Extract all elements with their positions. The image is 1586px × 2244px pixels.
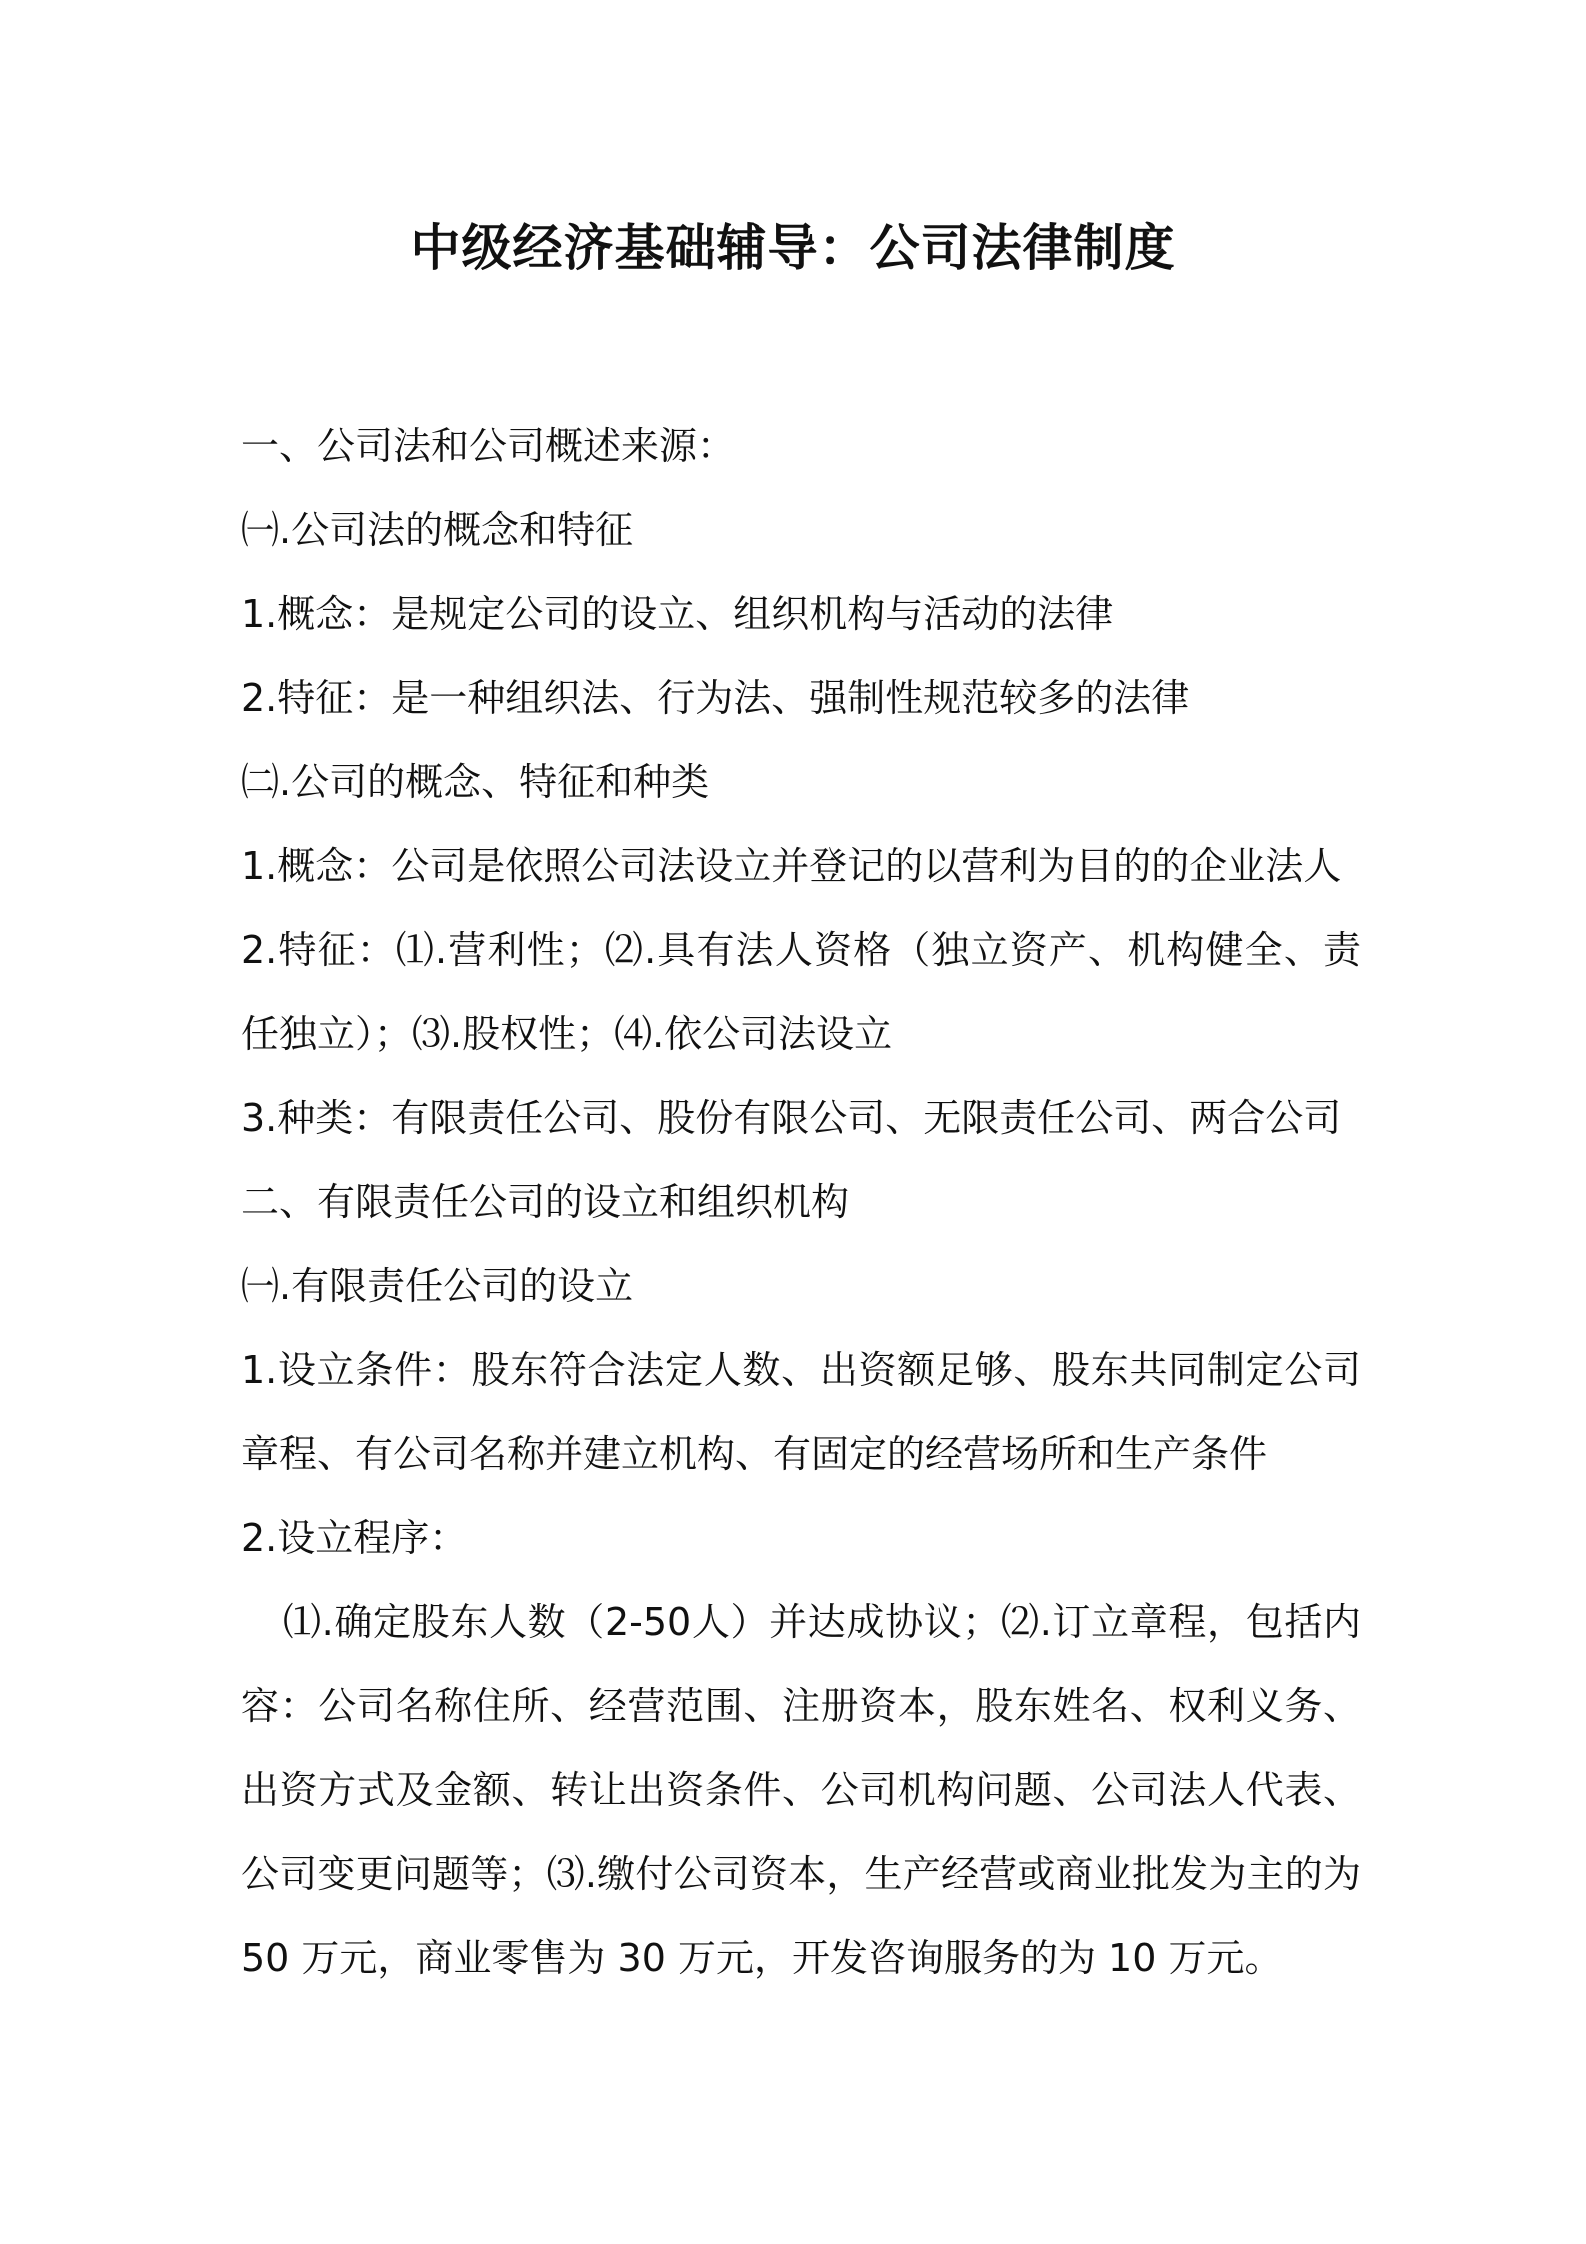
section-heading-2: 二、有限责任公司的设立和组织机构 <box>241 1180 850 1224</box>
paragraph: 2.设立程序： <box>241 1516 468 1560</box>
paragraph: 2.特征：⑴.营利性；⑵.具有法人资格（独立资产、机构健全、责任独立）；⑶.股权性；⑷.依公司法设立 <box>241 928 1361 1056</box>
page-title: 中级经济基础辅导：公司法律制度 <box>410 219 1176 277</box>
section-heading-1: 一、公司法和公司概述来源： <box>241 424 736 468</box>
subsection-heading: ㈠.有限责任公司的设立 <box>241 1264 634 1308</box>
subsection-heading: ㈡.公司的概念、特征和种类 <box>241 760 710 804</box>
paragraph: 3.种类：有限责任公司、股份有限公司、无限责任公司、两合公司 <box>241 1096 1342 1140</box>
subsection-heading: ㈠.公司法的概念和特征 <box>241 508 634 552</box>
paragraph: ⑴.确定股东人数（2-50人）并达成协议；⑵.订立章程，包括内容：公司名称住所、经营范围、注册资本，股东姓名、权利义务、出资方式及金额、转让出资条件、公司机构问题、公司法人代表、公司变更问题等；⑶.缴付公司资本，生产经营或商业批发为主的为 50 万元，商业零售为 30 万元，开发咨询服务的为 10 万元。 <box>241 1600 1361 1980</box>
paragraph: 1.概念：公司是依照公司法设立并登记的以营利为目的的企业法人 <box>241 844 1342 888</box>
paragraph: 1.设立条件：股东符合法定人数、出资额足够、股东共同制定公司章程、有公司名称并建立机构、有固定的经营场所和生产条件 <box>241 1348 1361 1476</box>
paragraph: 1.概念：是规定公司的设立、组织机构与活动的法律 <box>241 592 1114 636</box>
paragraph: 2.特征：是一种组织法、行为法、强制性规范较多的法律 <box>241 676 1190 720</box>
document-body <box>241 404 1361 2000</box>
